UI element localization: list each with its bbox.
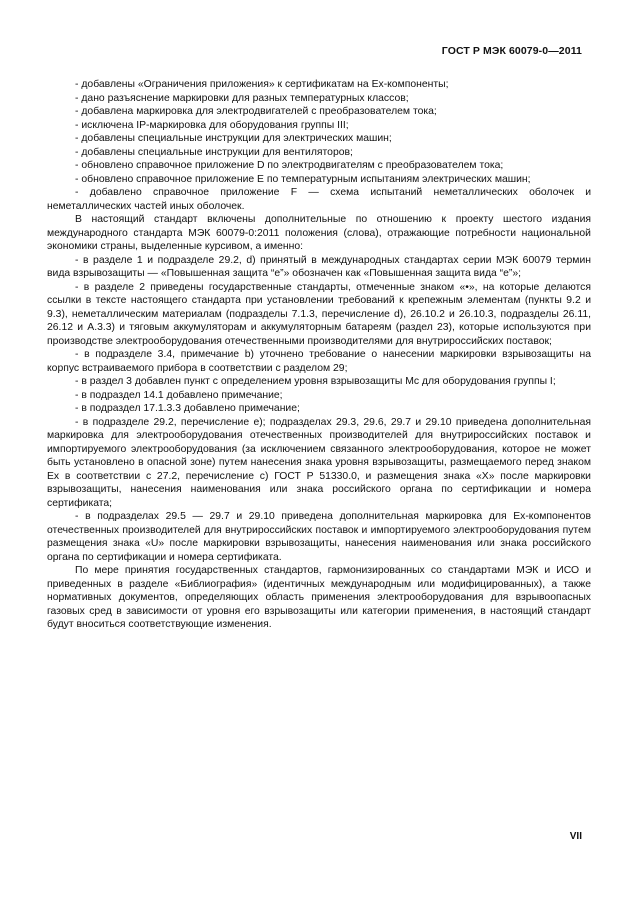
paragraph: - в подразделах 29.5 — 29.7 и 29.10 приведена дополнительная маркировка для Ex-компонентов отечественных производителей для внутрироссийских поставок и импортируемого электрооборудования путем размещения знака «U» после маркировки взрывозащиты, нанесения наименования или знака российского органа по сертификации и номера сертификата.: [47, 511, 591, 563]
paragraph: - в подразделе 3.4, примечание b) уточнено требование о нанесении маркировки взрывозащиты на корпус встраиваемого прибора в соответствии с разделом 29;: [47, 349, 591, 374]
paragraph: В настоящий стандарт включены дополнительные по отношению к проекту шестого издания международного стандарта МЭК 60079-0:2011 положения (слова), отражающие потребности национальной экономики страны, выделенные курсивом, а именно:: [47, 214, 591, 252]
paragraph: - добавлены специальные инструкции для электрических машин;: [75, 133, 392, 144]
document-body: [47, 78, 591, 632]
paragraph: - исключена IP-маркировка для оборудования группы III;: [75, 119, 349, 131]
paragraph: - дано разъяснение маркировки для разных температурных классов;: [75, 92, 409, 104]
paragraph: - обновлено справочное приложение D по электродвигателям с преобразователем тока;: [75, 160, 504, 171]
paragraph: - в разделе 1 и подразделе 29.2, d) принятый в международных стандартах серии МЭК 60079 термин вида взрывозащиты — «Повышенная защита “e”» обозначен как «Повышенная защита вида “e”»;: [47, 254, 591, 279]
paragraph: - в раздел 3 добавлен пункт с определением уровня взрывозащиты Mc для оборудования группы I;: [75, 376, 556, 387]
page-number: VII: [569, 831, 582, 842]
paragraph: - добавлены «Ограничения приложения» к сертификатам на Ex-компоненты;: [75, 79, 449, 90]
paragraph: - добавлено справочное приложение F — схема испытаний неметаллических оболочек и неметаллических частей иных оболочек.: [47, 187, 591, 212]
paragraph: - в подраздел 14.1 добавлено примечание;: [75, 389, 283, 401]
paragraph: По мере принятия государственных стандартов, гармонизированных со стандартами МЭК и ИСО и приведенных в разделе «Библиография» (идентичных международным или модифицированных), а также нормативных документов, определяющих область применения электрооборудования для взрывоопасных газовых сред в зависимости от уровня его взрывозащиты или категории применения, в настоящий стандарт будут вноситься соответствующие изменения.: [47, 565, 591, 630]
document-header: ГОСТ Р МЭК 60079-0—2011: [441, 45, 582, 57]
paragraph: - в подраздел 17.1.3.3 добавлено примечание;: [75, 403, 300, 414]
paragraph: - в разделе 2 приведены государственные стандарты, отмеченные знаком «•», на которые делаются ссылки в тексте настоящего стандарта при установлении требований к крепежным элементам (пункты 9.2 и 9.3), неметаллическим материалам (подразделы 7.1.3, перечисление d), 26.10.2 и 26.10.3, подразделы 26.11, 26.12 и А.3.3) и тяговым аккумуляторам и аккумуляторным батареям (раздел 23), которые используются при производстве электрооборудования отечественными производителями для внутрироссийских поставок;: [47, 281, 591, 347]
paragraph: - добавлены специальные инструкции для вентиляторов;: [75, 146, 353, 158]
paragraph: - в подразделе 29.2, перечисление e); подразделах 29.3, 29.6, 29.7 и 29.10 приведена дополнительная маркировка для электрооборудования отечественных производителей для внутрироссийских поставок и импортируемого электрооборудования (за исключением связанного электрооборудования, которое не может быть установлено в опасной зоне) путем нанесения знака уровня взрывозащиты, размещаемого перед знаком Ex в соответствии с 27.2, перечисление с) ГОСТ Р 51330.0, и размещения знака «X» после маркировки взрывозащиты, нанесения наименования или знака российского органа по сертификации и номера сертификата;: [47, 416, 591, 509]
paragraph: - добавлена маркировка для электродвигателей с преобразователем тока;: [75, 106, 437, 117]
paragraph: - обновлено справочное приложение E по температурным испытаниям электрических машин;: [75, 173, 531, 185]
